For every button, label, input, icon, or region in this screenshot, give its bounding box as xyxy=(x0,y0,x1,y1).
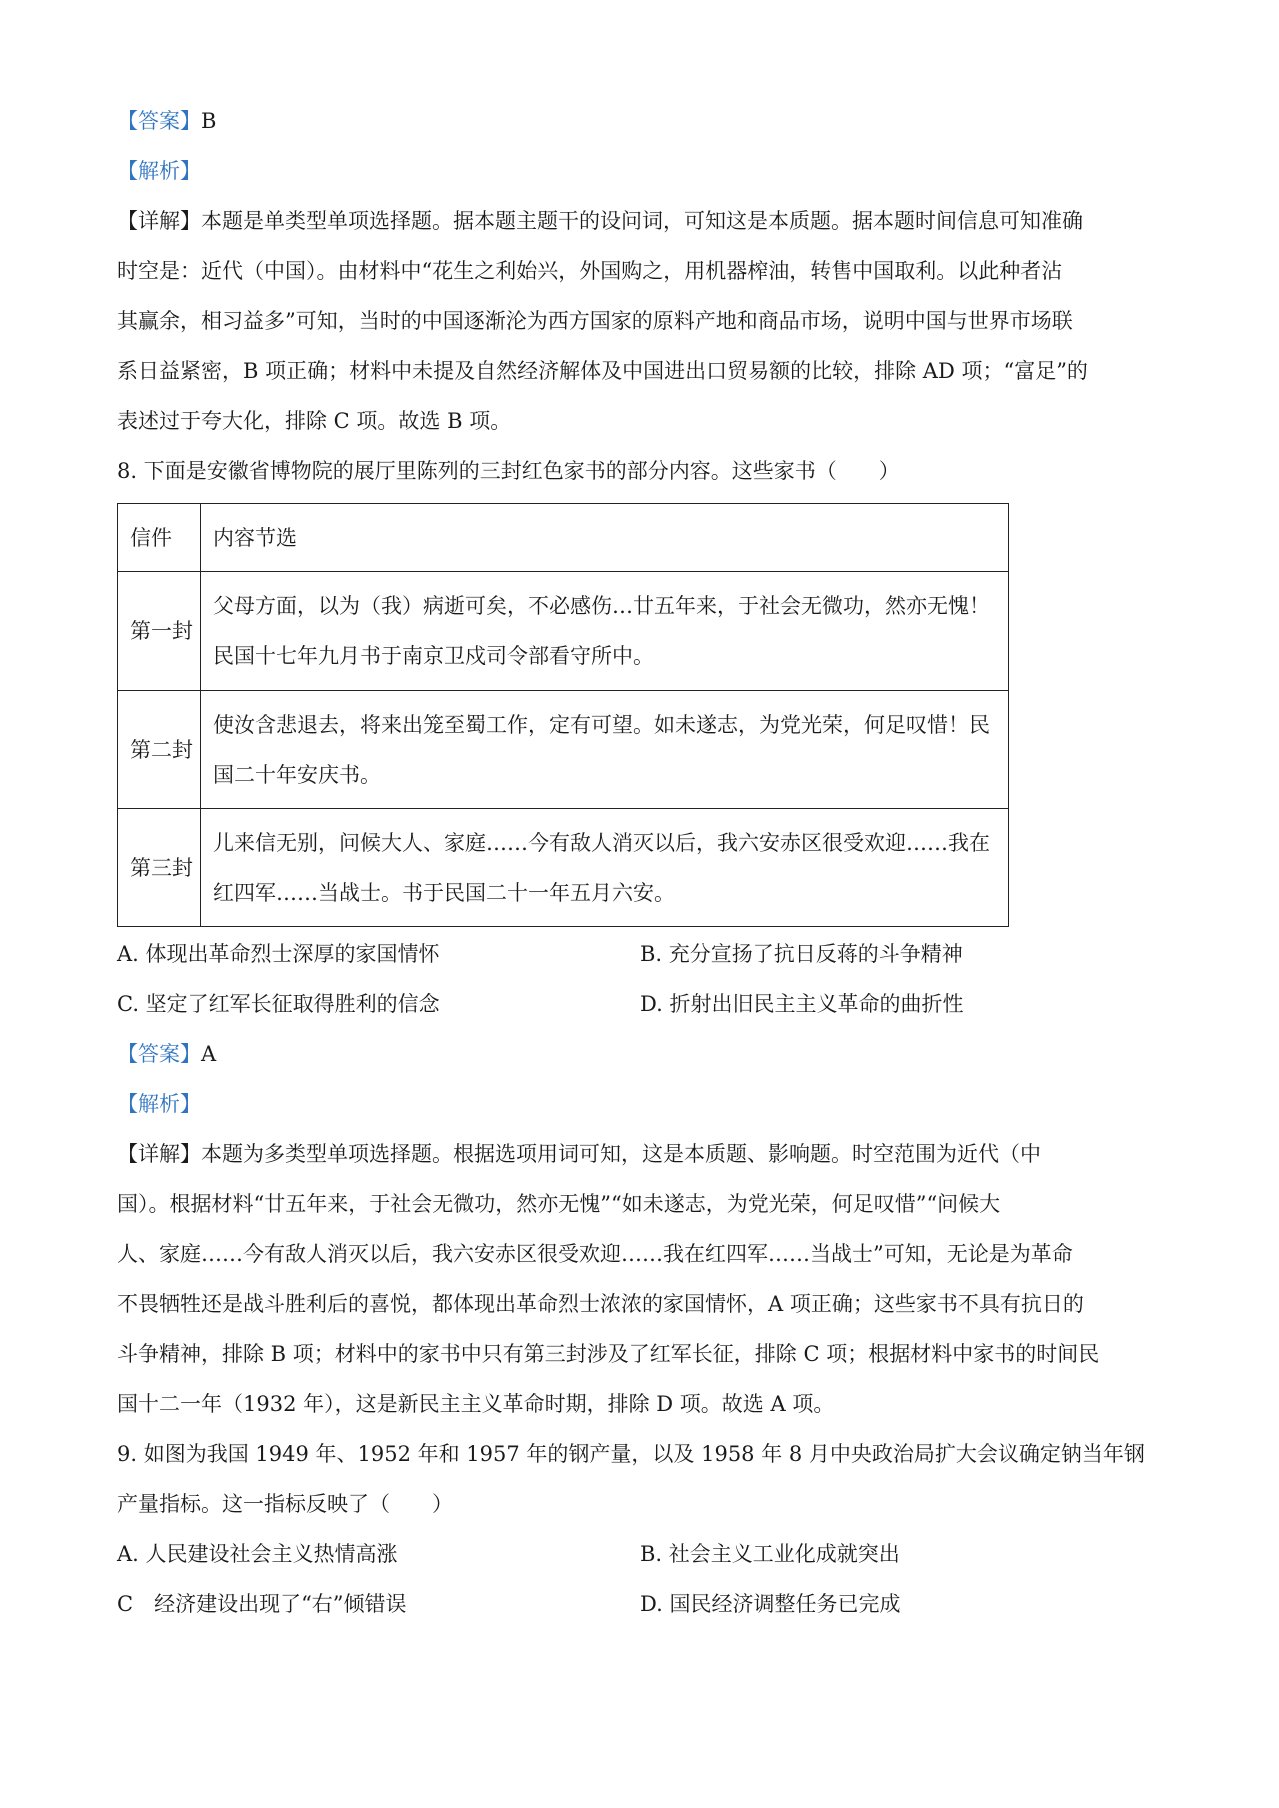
q8-detail-line: 【详解】本题为多类型单项选择题。根据选项用词可知，这是本质题、影响题。时空范围为近代（中 xyxy=(117,1142,1041,1166)
q8-answer xyxy=(117,1040,1167,1068)
letter-content: 父母方面，以为（我）病逝可矣，不必感伤…廿五年来，于社会无微功，然亦无愧！民国十七年九月书于南京卫戍司令部看守所中。 xyxy=(201,572,1009,691)
q7-answer xyxy=(117,107,1167,135)
q8-option-c: C. 坚定了红军长征取得胜利的信念 xyxy=(117,992,440,1016)
q8-detail-line: 国十二一年（1932 年），这是新民主主义革命时期，排除 D 项。故选 A 项。 xyxy=(117,1392,835,1416)
q8-option-a: A. 体现出革命烈士深厚的家国情怀 xyxy=(117,942,440,966)
letter-label: 第二封 xyxy=(118,691,201,809)
q7-detail-line: 【详解】本题是单类型单项选择题。据本题主题干的设问词，可知这是本质题。据本题时间信息可知准确 xyxy=(117,209,1083,233)
q7-detail-line: 时空是：近代（中国）。由材料中“花生之利始兴，外国购之，用机器榨油，转售中国取利。以此种者沾 xyxy=(117,259,1063,283)
q8-detail-line: 斗争精神，排除 B 项；材料中的家书中只有第三封涉及了红军长征，排除 C 项；根据材料中家书的时间民 xyxy=(117,1342,1100,1366)
answer-value: A xyxy=(201,1042,217,1066)
letter-label: 第三封 xyxy=(118,809,201,927)
letter-content: 使汝含悲退去，将来出笼至蜀工作，定有可望。如未遂志，为党光荣，何足叹惜！民国二十年安庆书。 xyxy=(201,691,1009,809)
q7-analysis-tag: 【解析】 xyxy=(117,159,201,183)
q8-analysis-tag: 【解析】 xyxy=(117,1092,201,1116)
q7-detail-line: 系日益紧密，B 项正确；材料中未提及自然经济解体及中国进出口贸易额的比较，排除 AD 项；“富足”的 xyxy=(117,359,1088,383)
q9-option-b: B. 社会主义工业化成就突出 xyxy=(640,1542,900,1566)
table-header-letter: 信件 xyxy=(118,504,201,572)
answer-value: B xyxy=(201,109,217,133)
table-row xyxy=(118,691,1009,809)
letters-table xyxy=(117,503,1009,927)
q8-detail-line: 不畏牺牲还是战斗胜利后的喜悦，都体现出革命烈士浓浓的家国情怀，A 项正确；这些家书不具有抗日的 xyxy=(117,1292,1084,1316)
letter-content: 儿来信无别，问候大人、家庭……今有敌人消灭以后，我六安赤区很受欢迎……我在红四军……当战士。书于民国二十一年五月六安。 xyxy=(201,809,1009,927)
answer-tag: 【答案】 xyxy=(117,1042,201,1066)
q9-stem-line: 9. 如图为我国 1949 年、1952 年和 1957 年的钢产量，以及 1958 年 8 月中央政治局扩大会议确定钠当年钢 xyxy=(117,1442,1145,1466)
q9-option-c: C 经济建设出现了“右”倾错误 xyxy=(117,1592,407,1616)
answer-tag: 【答案】 xyxy=(117,109,201,133)
q8-detail-line: 国）。根据材料“廿五年来，于社会无微功，然亦无愧”“如未遂志，为党光荣，何足叹惜”“问候大 xyxy=(117,1192,1001,1216)
q8-detail-line: 人、家庭……今有敌人消灭以后，我六安赤区很受欢迎……我在红四军……当战士”可知，无论是为革命 xyxy=(117,1242,1073,1266)
q9-option-d: D. 国民经济调整任务已完成 xyxy=(640,1592,901,1616)
q7-detail-line: 表述过于夸大化，排除 C 项。故选 B 项。 xyxy=(117,409,512,433)
letter-label: 第一封 xyxy=(118,572,201,691)
table-header-content: 内容节选 xyxy=(201,504,1009,572)
q8-option-d: D. 折射出旧民主主义革命的曲折性 xyxy=(640,992,964,1016)
table-row xyxy=(118,572,1009,691)
q7-detail-line: 其赢余，相习益多”可知，当时的中国逐渐沦为西方国家的原料产地和商品市场，说明中国与世界市场联 xyxy=(117,309,1073,333)
q9-option-a: A. 人民建设社会主义热情高涨 xyxy=(117,1542,398,1566)
q8-stem: 8. 下面是安徽省博物院的展厅里陈列的三封红色家书的部分内容。这些家书（ ） xyxy=(117,459,900,483)
table-header-row xyxy=(118,504,1009,572)
table-row xyxy=(118,809,1009,927)
q9-stem-line: 产量指标。这一指标反映了（ ） xyxy=(117,1492,453,1516)
q8-option-b: B. 充分宣扬了抗日反蒋的斗争精神 xyxy=(640,942,963,966)
